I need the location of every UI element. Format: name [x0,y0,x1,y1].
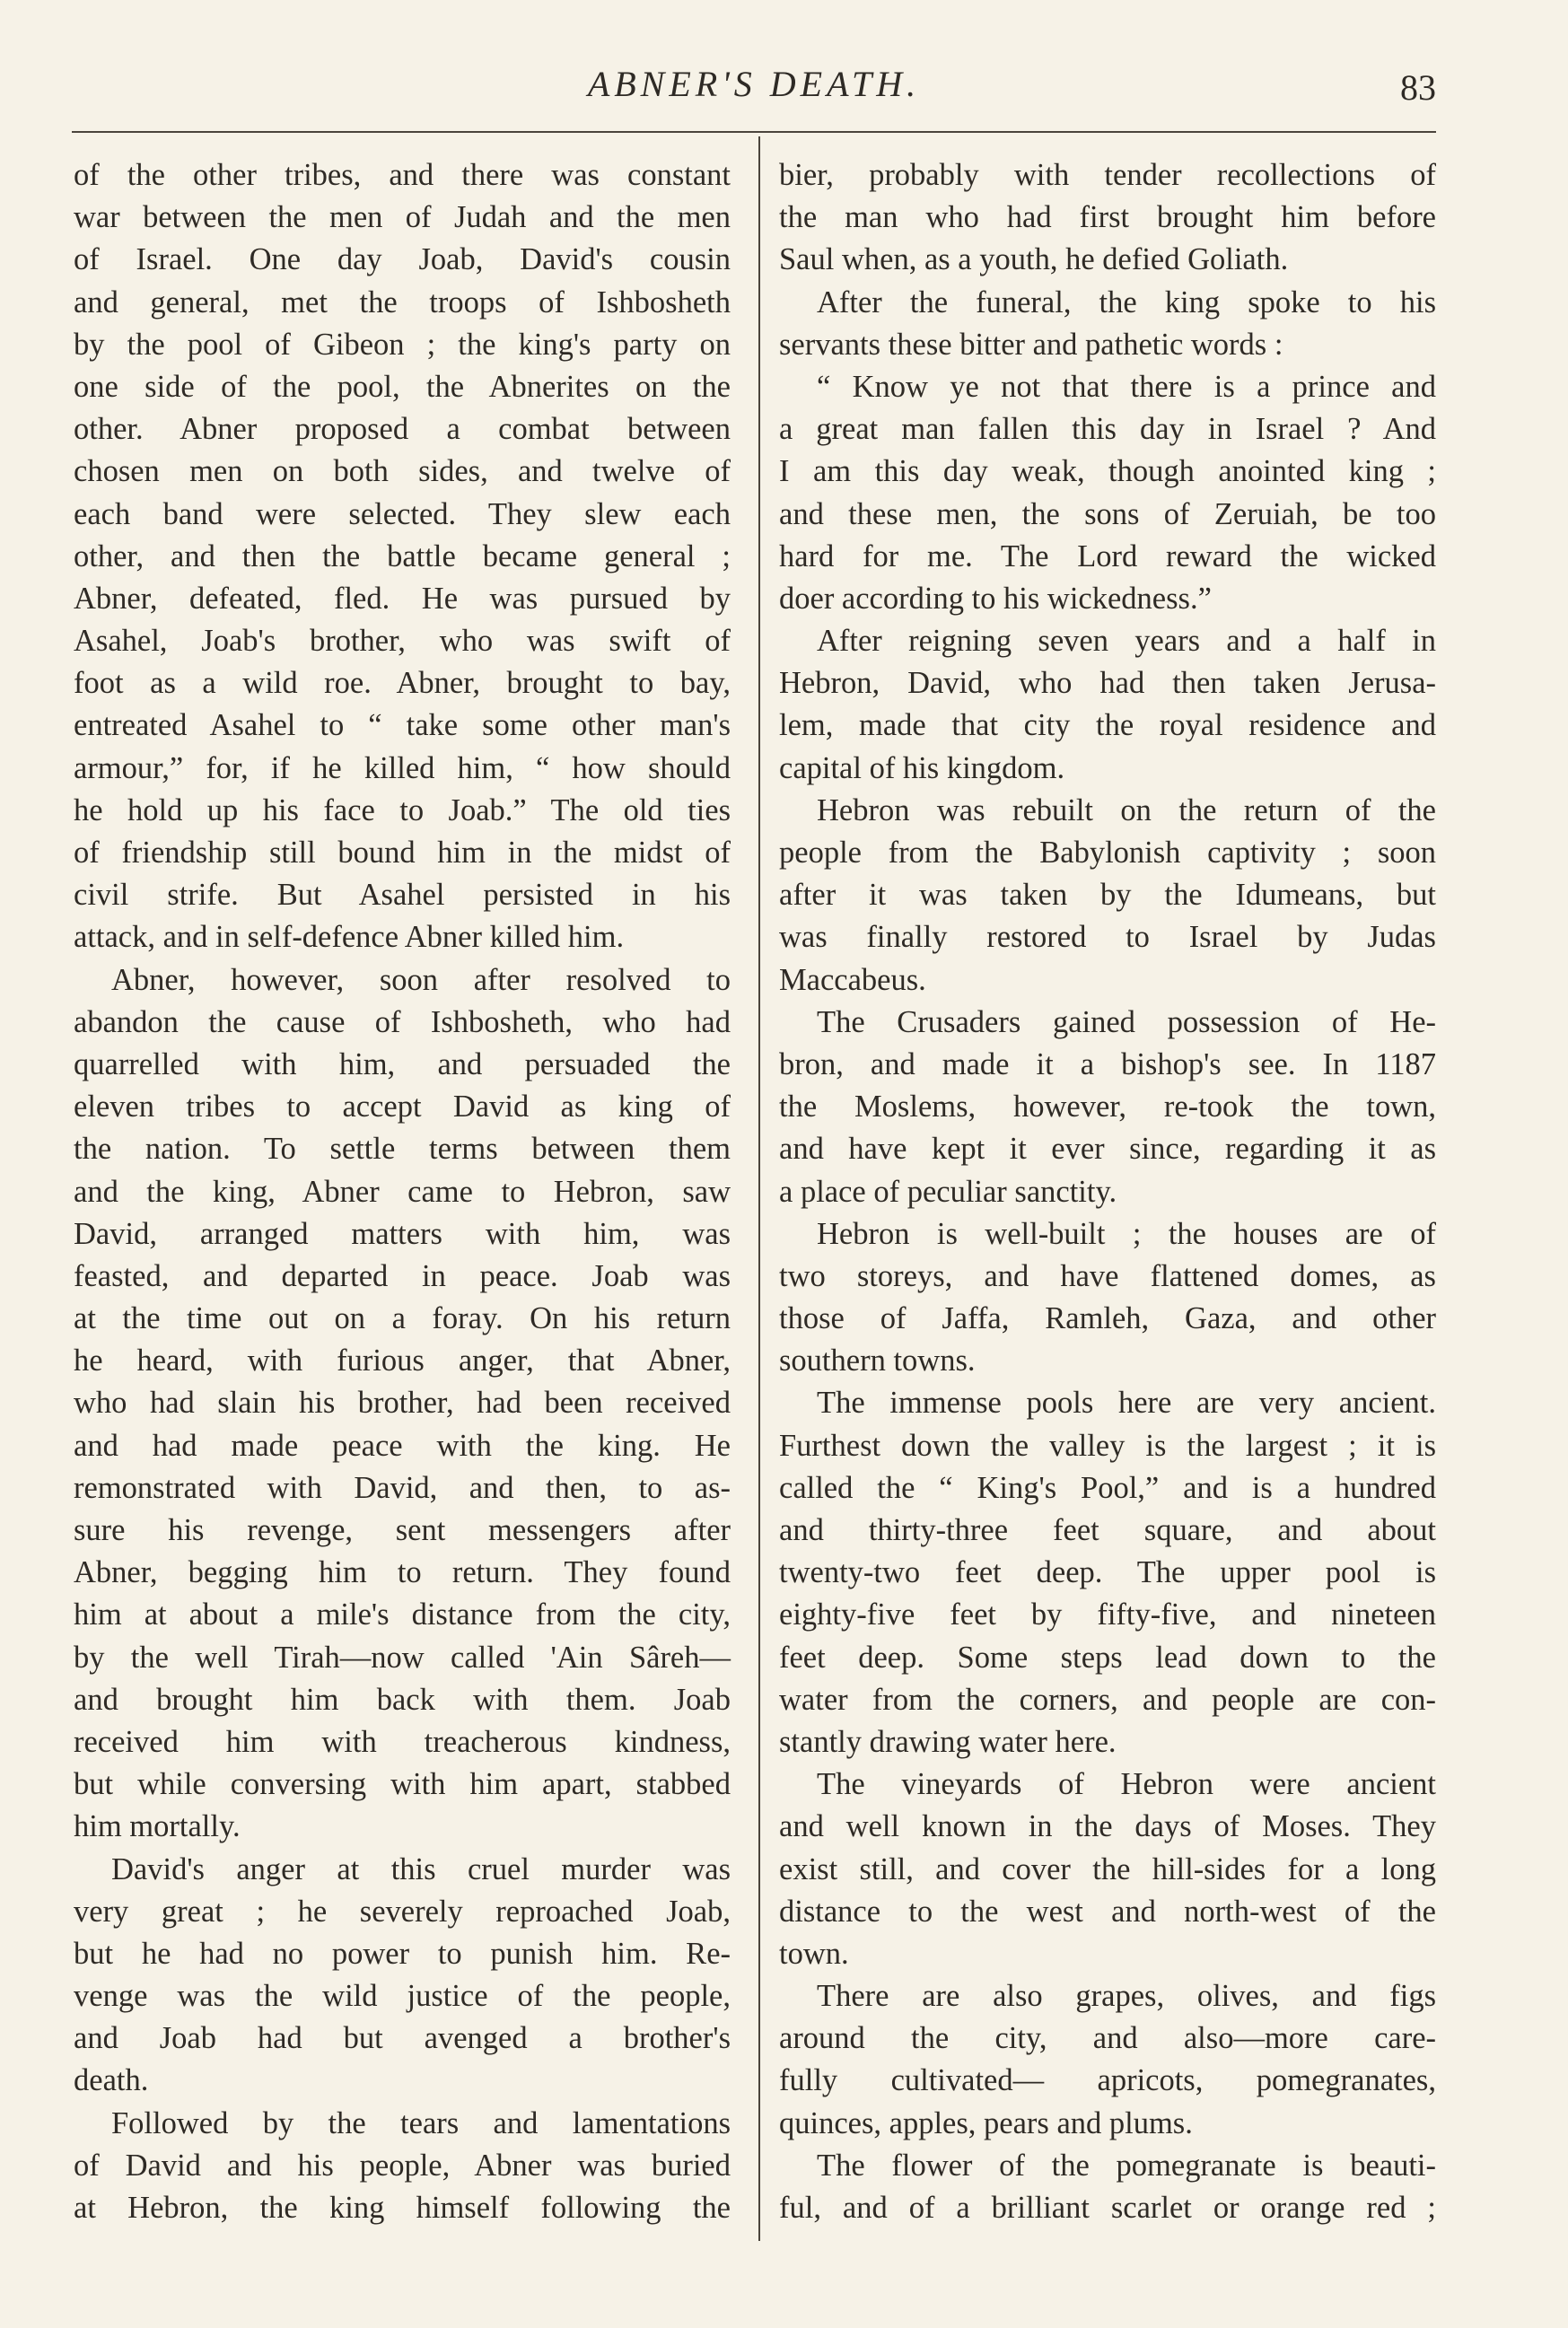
text-line: There are also grapes, olives, and figs [817,1979,1436,2014]
text-line: those of Jaffa, Ramleh, Gaza, and other [779,1301,1436,1336]
page-number: 83 [1400,67,1436,108]
text-line: Hebron is well-built ; the houses are of [817,1216,1436,1251]
text-line: was finally restored to Israel by Judas [779,920,1436,955]
text-line: people from the Babylonish captivity ; soon [779,836,1436,870]
text-line: doer according to his wickedness.” [779,581,1212,616]
text-line: and Joab had but avenged a brother's [74,2021,731,2056]
text-line: Hebron was rebuilt on the return of the [817,792,1436,827]
text-line: other. Abner proposed a combat between [74,412,731,447]
text-line: venge was the wild justice of the people, [74,1979,731,2014]
text-line: After the funeral, the king spoke to his [817,284,1436,319]
text-line: war between the men of Judah and the men [74,200,731,235]
text-line: of friendship still bound him in the midst of [74,836,731,870]
text-line: a great man fallen this day in Israel ? And [779,412,1436,447]
text-line: Furthest down the valley is the largest ; it is [779,1428,1436,1463]
text-line: hard for me. The Lord reward the wicked [779,538,1436,573]
text-line: at Hebron, the king himself following the [74,2191,731,2225]
text-line: of the other tribes, and there was constant [74,158,731,192]
text-line: Followed by the tears and lamentations [111,2105,731,2140]
text-line: distance to the west and north-west of the [779,1894,1436,1929]
text-line: and these men, the sons of Zeruiah, be too [779,496,1436,531]
text-line: fully cultivated— apricots, pomegranates, [779,2063,1436,2098]
text-line: David, arranged matters with him, was [74,1216,731,1251]
text-line: very great ; he severely reproached Joab, [74,1894,731,1929]
text-line: two storeys, and have flattened domes, as [779,1258,1436,1293]
text-line: but he had no power to punish him. Re- [74,1936,731,1971]
header-rule [72,131,1436,133]
text-line: eighty-five feet by fifty-five, and nineteen [779,1597,1436,1632]
text-line: ful, and of a brilliant scarlet or orange red ; [779,2191,1436,2225]
text-line: received him with treacherous kindness, [74,1724,731,1759]
text-line: and the king, Abner came to Hebron, saw [74,1174,731,1209]
text-line: him at about a mile's distance from the city, [74,1597,731,1632]
text-line: of David and his people, Abner was buried [74,2148,731,2183]
text-line: death. [74,2063,149,2098]
text-line: who had slain his brother, had been received [74,1386,731,1421]
text-line: twenty-two feet deep. The upper pool is [779,1555,1436,1590]
text-line: capital of his kingdom. [779,750,1065,785]
text-line: I am this day weak, though anointed king ; [779,454,1436,489]
text-line: Abner, however, soon after resolved to [111,962,731,997]
text-line: Abner, defeated, fled. He was pursued by [74,581,731,616]
text-line: Saul when, as a youth, he defied Goliath. [779,242,1289,277]
text-line: entreated Asahel to “ take some other man's [74,708,731,743]
text-line: Maccabeus. [779,962,926,997]
text-line: town. [779,1936,849,1971]
text-line: the nation. To settle terms between them [74,1132,731,1167]
text-line: bron, and made it a bishop's see. In 1187 [779,1046,1436,1081]
text-line: The immense pools here are very ancient. [817,1386,1436,1421]
text-line: and well known in the days of Moses. They [779,1809,1436,1844]
running-title: ABNER'S DEATH. [587,64,921,104]
text-line: stantly drawing water here. [779,1724,1117,1759]
running-head [72,63,1436,117]
text-line: bier, probably with tender recollections of [779,158,1436,192]
text-line: abandon the cause of Ishbosheth, who had [74,1004,731,1039]
text-line: him mortally. [74,1809,241,1844]
text-line: feasted, and departed in peace. Joab was [74,1258,731,1293]
text-line: The Crusaders gained possession of He- [817,1004,1436,1039]
right-column [779,154,1436,2229]
text-line: of Israel. One day Joab, David's cousin [74,242,731,277]
text-line: he heard, with furious anger, that Abner, [74,1343,731,1378]
text-line: around the city, and also—more care- [779,2021,1436,2056]
text-line: one side of the pool, the Abnerites on the [74,369,731,404]
text-line: attack, and in self-defence Abner killed him. [74,920,625,955]
text-line: by the well Tirah—now called 'Ain Sâreh— [74,1640,731,1675]
text-line: a place of peculiar sanctity. [779,1174,1117,1209]
text-line: water from the corners, and people are con- [779,1682,1436,1717]
text-line: but while conversing with him apart, stabbed [74,1767,731,1802]
text-line: by the pool of Gibeon ; the king's party on [74,327,731,362]
text-line: quinces, apples, pears and plums. [779,2105,1193,2140]
text-line: he hold up his face to Joab.” The old ties [74,792,731,827]
left-column [74,154,731,2229]
text-line: David's anger at this cruel murder was [111,1851,731,1886]
text-line: after it was taken by the Idumeans, but [779,878,1436,913]
text-line: lem, made that city the royal residence and [779,708,1436,743]
text-line: the man who had first brought him before [779,200,1436,235]
text-line: at the time out on a foray. On his return [74,1301,731,1336]
text-line: “ Know ye not that there is a prince and [817,369,1436,404]
text-line: servants these bitter and pathetic words : [779,327,1283,362]
text-line: southern towns. [779,1343,976,1378]
text-line: foot as a wild roe. Abner, brought to bay, [74,666,731,701]
text-line: and thirty-three feet square, and about [779,1513,1436,1547]
text-line: eleven tribes to accept David as king of [74,1090,731,1125]
text-line: the Moslems, however, re-took the town, [779,1090,1436,1125]
text-line: The flower of the pomegranate is beauti- [817,2148,1436,2183]
text-line: and had made peace with the king. He [74,1428,731,1463]
text-line: After reigning seven years and a half in [817,624,1436,659]
text-line: called the “ King's Pool,” and is a hundred [779,1470,1436,1505]
column-divider [758,136,760,2241]
text-line: each band were selected. They slew each [74,496,731,531]
text-line: quarrelled with him, and persuaded the [74,1046,731,1081]
text-line: armour,” for, if he killed him, “ how should [74,750,731,785]
text-line: Hebron, David, who had then taken Jerusa- [779,666,1436,701]
text-line: other, and then the battle became general ; [74,538,731,573]
text-line: The vineyards of Hebron were ancient [817,1767,1436,1802]
text-line: and have kept it ever since, regarding it as [779,1132,1436,1167]
text-line: exist still, and cover the hill-sides for a long [779,1851,1436,1886]
text-line: feet deep. Some steps lead down to the [779,1640,1436,1675]
text-line: remonstrated with David, and then, to as- [74,1470,731,1505]
text-line: Abner, begging him to return. They found [74,1555,731,1590]
text-line: Asahel, Joab's brother, who was swift of [74,624,731,659]
text-line: sure his revenge, sent messengers after [74,1513,731,1547]
text-line: and brought him back with them. Joab [74,1682,731,1717]
text-line: chosen men on both sides, and twelve of [74,454,731,489]
text-line: civil strife. But Asahel persisted in his [74,878,731,913]
text-line: and general, met the troops of Ishbosheth [74,284,731,319]
